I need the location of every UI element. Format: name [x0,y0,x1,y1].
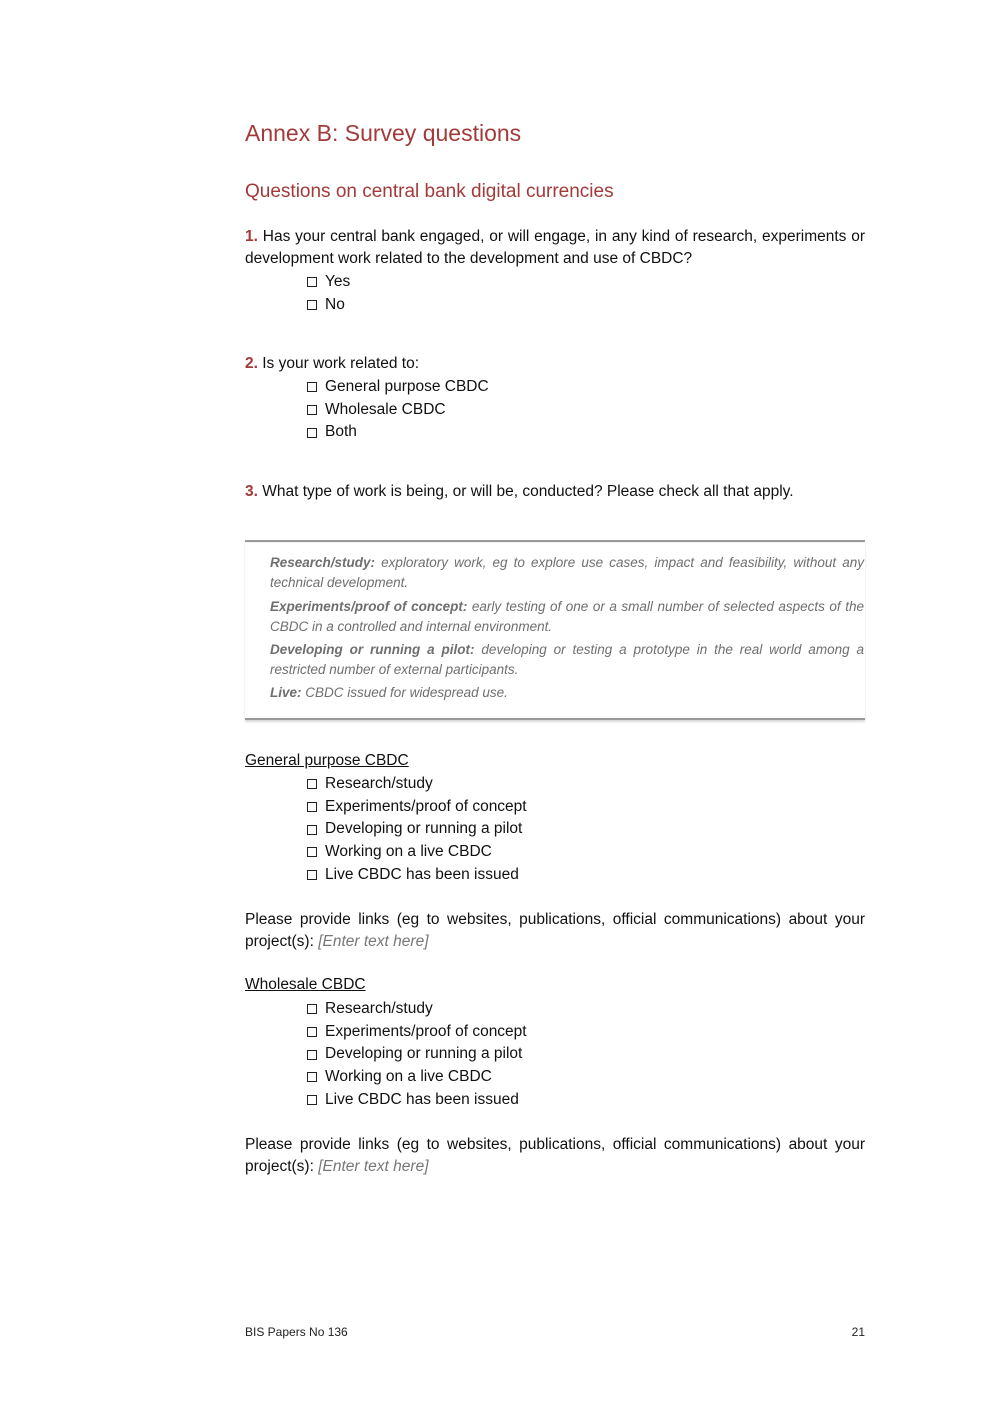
checkbox-icon[interactable] [307,870,317,880]
checkbox-icon[interactable] [307,277,317,287]
ws-option-issued[interactable]: Live CBDC has been issued [307,1089,527,1112]
checkbox-icon[interactable] [307,779,317,789]
footer-page-number: 21 [851,1325,865,1339]
definitions-box [245,540,865,720]
checkbox-icon[interactable] [307,825,317,835]
option-both[interactable]: Both [307,421,489,444]
ws-option-working-live[interactable]: Working on a live CBDC [307,1066,527,1089]
gp-option-issued[interactable]: Live CBDC has been issued [307,864,527,887]
question-1 [245,226,865,270]
question-2-number: 2. [245,355,258,372]
footer-publication: BIS Papers No 136 [245,1325,348,1339]
wholesale-heading: Wholesale CBDC [245,976,366,993]
section-title: Questions on central bank digital currencies [245,181,614,202]
general-purpose-options [307,773,527,887]
checkbox-icon[interactable] [307,428,317,438]
question-1-options [307,271,350,316]
wholesale-links: Please provide links (eg to websites, publications, official communications) about your project(s): [Enter text here] [245,1136,865,1175]
general-purpose-heading: General purpose CBDC [245,752,409,769]
checkbox-icon[interactable] [307,1050,317,1060]
question-3 [245,481,865,503]
checkbox-icon[interactable] [307,405,317,415]
definition-research: Research/study: exploratory work, eg to explore use cases, impact and feasibility, without any technical development. [270,555,864,590]
option-general-purpose[interactable]: General purpose CBDC [307,376,489,399]
annex-title: Annex B: Survey questions [245,120,522,146]
checkbox-icon[interactable] [307,1027,317,1037]
checkbox-icon[interactable] [307,1095,317,1105]
question-3-text: What type of work is being, or will be, conducted? Please check all that apply. [262,483,794,500]
general-purpose-links: Please provide links (eg to websites, publications, official communications) about your project(s): [Enter text here] [245,911,865,950]
ws-option-experiments[interactable]: Experiments/proof of concept [307,1021,527,1044]
question-2-options [307,376,489,444]
wholesale-links-input[interactable]: [Enter text here] [318,1158,429,1175]
general-purpose-links-input[interactable]: [Enter text here] [318,933,429,950]
ws-option-research[interactable]: Research/study [307,998,527,1021]
gp-option-pilot[interactable]: Developing or running a pilot [307,818,527,841]
wholesale-options [307,998,527,1112]
gp-option-working-live[interactable]: Working on a live CBDC [307,841,527,864]
question-1-number: 1. [245,228,258,245]
checkbox-icon[interactable] [307,300,317,310]
checkbox-icon[interactable] [307,847,317,857]
checkbox-icon[interactable] [307,382,317,392]
question-3-number: 3. [245,483,258,500]
option-wholesale[interactable]: Wholesale CBDC [307,399,489,422]
definition-live: Live: CBDC issued for widespread use. [270,685,508,700]
gp-option-experiments[interactable]: Experiments/proof of concept [307,796,527,819]
checkbox-icon[interactable] [307,802,317,812]
question-2 [245,353,865,375]
option-no[interactable]: No [307,294,350,317]
checkbox-icon[interactable] [307,1004,317,1014]
gp-option-research[interactable]: Research/study [307,773,527,796]
definition-pilot: Developing or running a pilot: developing or testing a prototype in the real world among a restricted number of external participants. [270,642,864,677]
ws-option-pilot[interactable]: Developing or running a pilot [307,1043,527,1066]
question-2-text: Is your work related to: [262,355,420,372]
definition-experiments: Experiments/proof of concept: early testing of one or a small number of selected aspects of the CBDC in a controlled and internal environment. [270,599,864,634]
option-yes[interactable]: Yes [307,271,350,294]
question-1-text: Has your central bank engaged, or will engage, in any kind of research, experiments or development work related to the development and use of CBDC? [245,228,866,267]
checkbox-icon[interactable] [307,1072,317,1082]
